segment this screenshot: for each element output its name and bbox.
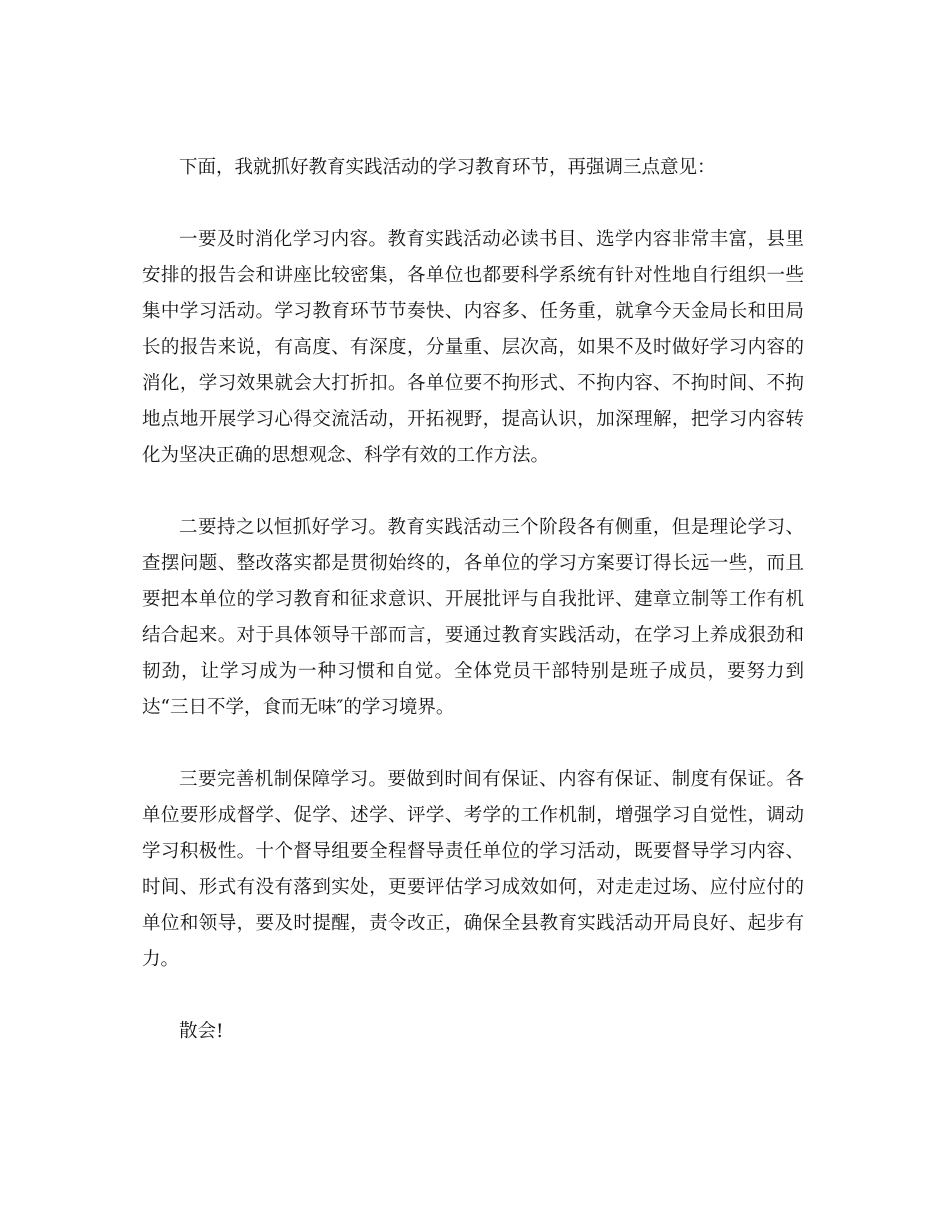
intro-paragraph: 下面，我就抓好教育实践活动的学习教育环节，再强调三点意见： bbox=[179, 157, 716, 178]
paragraph-gap bbox=[142, 978, 804, 1014]
point-three-paragraph: 三要完善机制保障学习。要做到时间有保证、内容有保证、制度有保证。各单位要形成督学、促学、述学、评学、考学的工作机制，增强学习自觉性，调动学习积极性。十个督导组要全程督导责任单位的学习活动，既要督导学习内容、时间、形式有没有落到实处，更要评估学习成效如何，对走走过场、应付应付的单位和领导，要及时提醒，责令改正，确保全县教育实践活动开局良好、起步有力。 bbox=[142, 769, 804, 970]
paragraph-gap bbox=[142, 474, 804, 510]
closing-paragraph: 散会! bbox=[179, 1021, 224, 1042]
paragraph-gap bbox=[142, 186, 804, 222]
paragraph-gap bbox=[142, 726, 804, 762]
point-two-paragraph: 二要持之以恒抓好学习。教育实践活动三个阶段各有侧重，但是理论学习、查摆问题、整改落实都是贯彻始终的，各单位的学习方案要订得长远一些，而且要把本单位的学习教育和征求意识、开展批评与自我批评、建章立制等工作有机结合起来。对于具体领导干部而言，要通过教育实践活动，在学习上养成狠劲和韧劲，让学习成为一种习惯和自觉。全体党员干部特别是班子成员，要努力到达“三日不学，食而无味″的学习境界。 bbox=[142, 517, 804, 718]
point-one-paragraph: 一要及时消化学习内容。教育实践活动必读书目、选学内容非常丰富，县里安排的报告会和讲座比较密集，各单位也都要科学系统有针对性地自行组织一些集中学习活动。学习教育环节节奏快、内容多、任务重，就拿今天金局长和田局长的报告来说，有高度、有深度，分量重、层次高，如果不及时做好学习内容的消化，学习效果就会大打折扣。各单位要不拘形式、不拘内容、不拘时间、不拘地点地开展学习心得交流活动，开拓视野，提高认识，加深理解，把学习内容转化为坚决正确的思想观念、科学有效的工作方法。 bbox=[142, 229, 804, 466]
document-page bbox=[142, 150, 804, 1050]
